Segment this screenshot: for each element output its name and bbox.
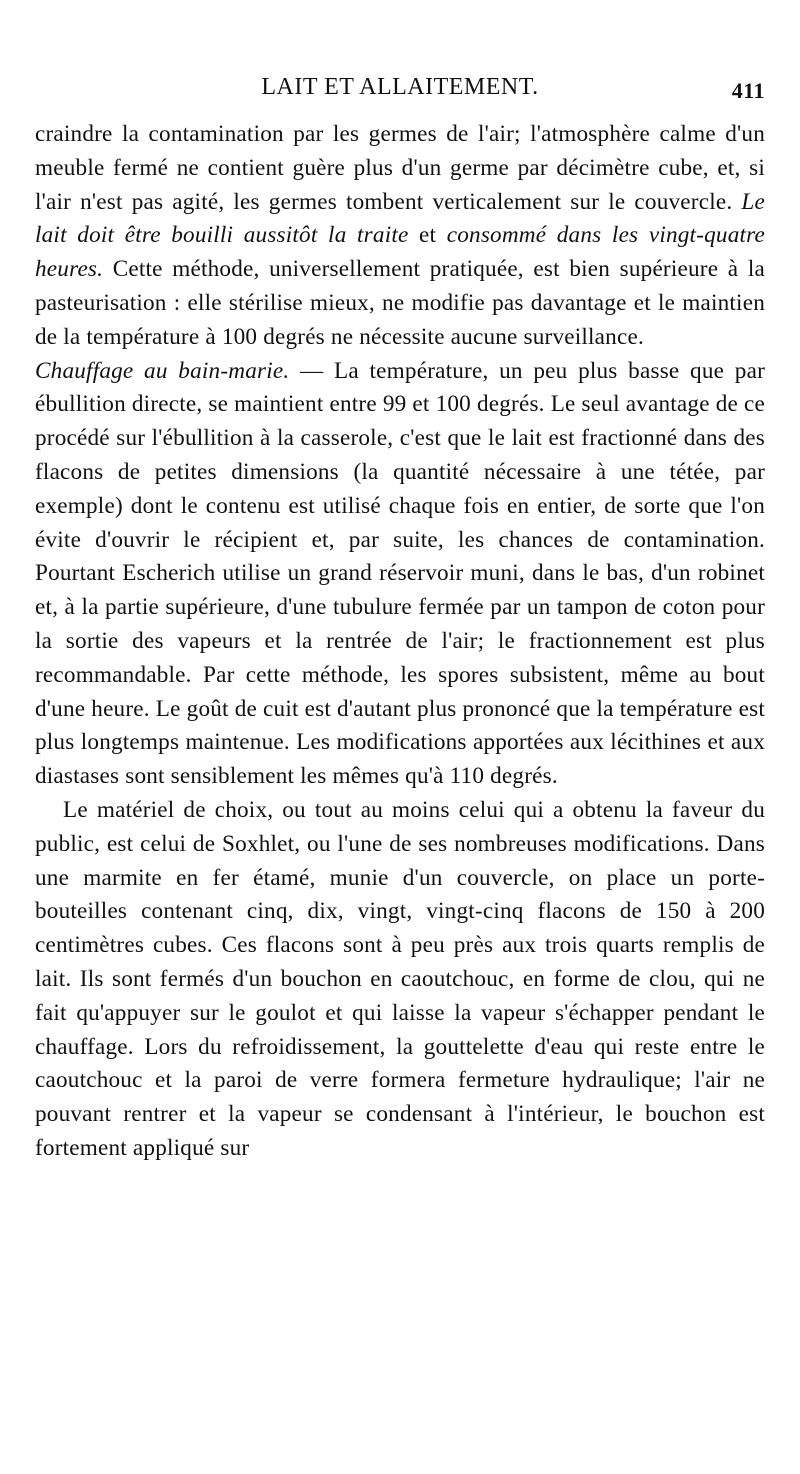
- paragraph-contamination: [35, 118, 765, 355]
- italic-phrase: Le lait doit être bouilli aussitôt la traite: [35, 188, 765, 249]
- paragraph-text: — La température, un peu plus basse que par ébullition directe, se maintient entre 99 et 100 degrés. Le seul avantage de ce procédé sur l'ébullition à la casserole, c'est que le lait est fractionné dans des flacons de petites dimensions (la quantité nécessaire à une tétée, par exemple) dont le contenu est utilisé chaque fois en entier, de sorte que l'on évite d'ouvrir le récipient et, par suite, les chances de contamination. Pourtant Escherich utilise un grand réservoir muni, dans le bas, d'un robinet et, à la partie supérieure, d'une tubulure fermée par un tampon de coton pour la sortie des vapeurs et la rentrée de l'air; le fractionnement est plus recommandable. Par cette méthode, les spores subsistent, même au bout d'une heure. Le goût de cuit est d'autant plus prononcé que la température est plus longtemps maintenue. Les modifications apportées aux lécithines et aux diastases sont sensiblement les mêmes qu'à 110 degrés.: [35, 357, 765, 790]
- paragraph-text: Cette méthode, universellement pratiquée, est bien supérieure à la pasteurisation : elle stérilise mieux, ne modifie pas davantage et le maintien de la température à 100 degrés ne nécessite aucune surveillance.: [35, 256, 765, 350]
- paragraph-bain-marie: [35, 355, 765, 794]
- section-heading: Chauffage au bain-marie.: [35, 357, 290, 384]
- body-text: [35, 118, 765, 1166]
- running-head: [35, 74, 765, 104]
- italic-phrase: consommé dans les vingt-quatre heures.: [35, 222, 765, 283]
- paragraph-text: Le matériel de choix, ou tout au moins celui qui a obtenu la faveur du public, est celui de Soxhlet, ou l'une de ses nombreuses modifications. Dans une marmite en fer étamé, munie d'un couvercle, on place un porte-bouteilles contenant cinq, dix, vingt, vingt-cinq flacons de 150 à 200 centimètres cubes. Ces flacons sont à peu près aux trois quarts remplis de lait. Ils sont fermés d'un bouchon en caoutchouc, en forme de clou, qui ne fait qu'appuyer sur le goulot et qui laisse la vapeur s'échapper pendant le chauffage. Lors du refroidissement, la gouttelette d'eau qui reste entre le caoutchouc et la paroi de verre formera fermeture hydraulique; l'air ne pouvant rentrer et la vapeur se condensant à l'intérieur, le bouchon est fortement appliqué sur: [35, 796, 765, 1161]
- paragraph-text: et: [408, 222, 447, 249]
- running-title: LAIT ET ALLAITEMENT.: [261, 74, 539, 100]
- paragraph-text: craindre la contamination par les germes de l'air; l'atmosphère calme d'un meuble fermé ne contient guère plus d'un germe par décimètre cube, et, si l'air n'est pas agité, les germes tombent verticalement sur le couvercle.: [35, 121, 765, 215]
- page-number: 411: [731, 78, 765, 103]
- paragraph-soxhlet: [35, 794, 765, 1166]
- book-page: [35, 74, 765, 1166]
